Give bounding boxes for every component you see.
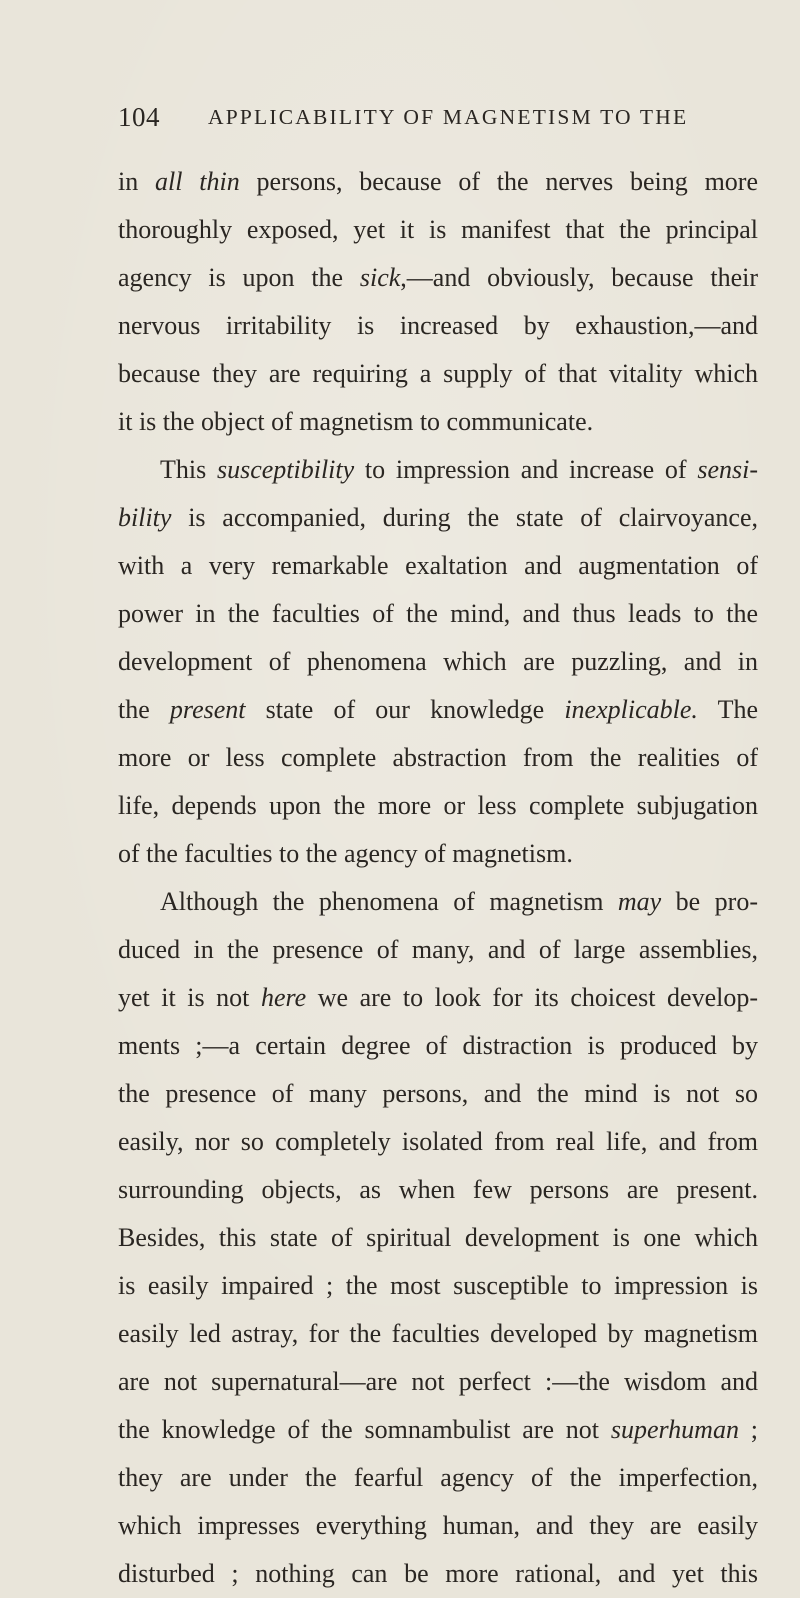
text-line: [118, 638, 758, 686]
text-run: persons, because of the nerves being more: [239, 167, 758, 196]
text-run: power in the faculties of the mind, and thus leads to the: [118, 599, 758, 628]
text-line: [118, 1310, 758, 1358]
text-run: of the faculties to the agency of magnetism.: [118, 839, 573, 868]
text-line: [118, 494, 758, 542]
running-header: [118, 102, 758, 136]
text-run: are not supernatural—are not perfect :—the wisdom and: [118, 1367, 758, 1396]
text-run: in: [118, 167, 156, 196]
text-line: [118, 590, 758, 638]
text-run: more or less complete abstraction from the realities of: [118, 743, 758, 772]
text-line: [118, 1070, 758, 1118]
text-line: [118, 734, 758, 782]
text-run: be pro-: [661, 887, 758, 916]
italic-run: inexplicable.: [564, 695, 698, 724]
text-line: [118, 1214, 758, 1262]
text-run: easily led astray, for the faculties developed by magnetism: [118, 1319, 758, 1348]
italic-run: may: [617, 887, 662, 916]
text-run: agency is upon the: [118, 263, 360, 292]
text-line: [118, 350, 758, 398]
text-run: easily, nor so completely isolated from real life, and from: [118, 1127, 758, 1156]
text-line: [118, 1358, 758, 1406]
text-line: [118, 782, 758, 830]
text-run: state of our knowledge: [245, 695, 565, 724]
text-run: is accompanied, during the state of clairvoyance,: [171, 503, 758, 532]
text-run: the: [118, 695, 170, 724]
text-run: is easily impaired ; the most susceptible to impression is: [118, 1271, 758, 1300]
text-run: because they are requiring a supply of that vitality which: [118, 359, 758, 388]
body-text: [118, 158, 758, 1598]
text-run: we are to look for its choicest develop-: [306, 983, 758, 1012]
text-run: the knowledge of the somnambulist are not: [118, 1415, 611, 1444]
text-line: [118, 1454, 758, 1502]
text-run: The: [697, 695, 758, 724]
text-line: [118, 206, 758, 254]
page-number: 104: [118, 102, 160, 132]
text-line: [118, 878, 758, 926]
text-line: [118, 974, 758, 1022]
text-line: [118, 1262, 758, 1310]
text-run: to impression and increase of: [354, 455, 698, 484]
text-line: [118, 302, 758, 350]
text-line: [118, 542, 758, 590]
text-line: [118, 446, 758, 494]
text-run: they are under the fearful agency of the imperfection,: [118, 1463, 758, 1492]
text-line: [118, 1166, 758, 1214]
text-line: [118, 398, 758, 446]
text-run: ;: [738, 1415, 758, 1444]
italic-run: superhuman: [610, 1415, 739, 1444]
text-run: life, depends upon the more or less complete subjugation: [118, 791, 758, 820]
text-run: Besides, this state of spiritual development is one which: [118, 1223, 758, 1252]
running-title: APPLICABILITY OF MAGNETISM TO THE: [208, 105, 689, 129]
italic-run: sick: [359, 263, 401, 292]
text-run: disturbed ; nothing can be more rational, and yet this: [118, 1559, 758, 1588]
text-line: [118, 1118, 758, 1166]
text-line: [118, 1406, 758, 1454]
italic-run: here: [260, 983, 307, 1012]
text-run: ,—and obviously, because their: [400, 263, 758, 292]
text-run: surrounding objects, as when few persons are present.: [118, 1175, 758, 1204]
text-line: [118, 158, 758, 206]
text-line: [118, 1022, 758, 1070]
italic-run: sensi-: [697, 455, 758, 484]
italic-run: bility: [118, 503, 172, 532]
text-line: [118, 686, 758, 734]
text-line: [118, 1502, 758, 1550]
text-run: thoroughly exposed, yet it is manifest that the principal: [118, 215, 758, 244]
text-line: [118, 254, 758, 302]
text-line: [118, 926, 758, 974]
text-line: [118, 1550, 758, 1598]
text-run: with a very remarkable exaltation and augmentation of: [118, 551, 758, 580]
text-run: duced in the presence of many, and of large assemblies,: [118, 935, 758, 964]
italic-run: susceptibility: [216, 455, 355, 484]
text-run: nervous irritability is increased by exhaustion,—and: [118, 311, 758, 340]
text-run: which impresses everything human, and they are easily: [118, 1511, 758, 1540]
text-run: ments ;—a certain degree of distraction is produced by: [118, 1031, 758, 1060]
italic-run: present: [169, 695, 246, 724]
text-run: yet it is not: [118, 983, 261, 1012]
text-run: Although the phenomena of magnetism: [160, 887, 618, 916]
italic-run: all thin: [155, 167, 240, 196]
text-run: the presence of many persons, and the mind is not so: [118, 1079, 758, 1108]
text-run: This: [160, 455, 217, 484]
text-line: [118, 830, 758, 878]
text-run: it is the object of magnetism to communicate.: [118, 407, 594, 436]
text-run: development of phenomena which are puzzling, and in: [118, 647, 758, 676]
